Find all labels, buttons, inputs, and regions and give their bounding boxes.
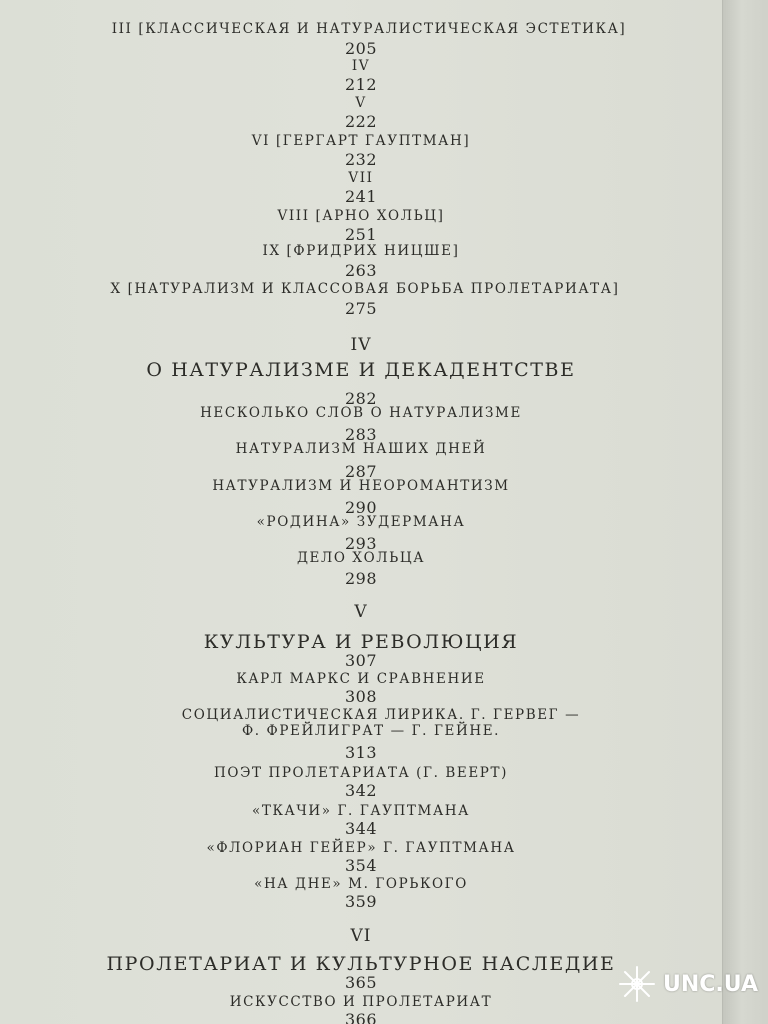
toc-entry: III [КЛАССИЧЕСКАЯ И НАТУРАЛИСТИЧЕСКАЯ ЭСТЕТИКА] <box>111 21 627 37</box>
toc-entry: VIII [АРНО ХОЛЬЦ] <box>277 208 445 224</box>
toc-page-number: 283 <box>344 425 378 444</box>
toc-page-number: 344 <box>344 819 378 838</box>
toc-entry: X [НАТУРАЛИЗМ И КЛАССОВАЯ БОРЬБА ПРОЛЕТАРИАТА] <box>110 281 620 297</box>
toc-page-number: 365 <box>344 973 378 992</box>
toc-entry: IX [ФРИДРИХ НИЦШЕ] <box>262 243 460 259</box>
toc-section-title: ПРОЛЕТАРИАТ И КУЛЬТУРНОЕ НАСЛЕДИЕ <box>106 953 616 975</box>
toc-entry: КАРЛ МАРКС И СРАВНЕНИЕ <box>236 671 486 687</box>
toc-page-number: 232 <box>344 150 378 169</box>
toc-entry: ИСКУССТВО И ПРОЛЕТАРИАТ <box>229 994 493 1010</box>
toc-page-number: 307 <box>344 651 378 670</box>
toc-page-number: 359 <box>344 892 378 911</box>
toc-page-number: 251 <box>344 225 378 244</box>
toc-part-numeral: IV <box>350 335 372 355</box>
toc-page-number: 282 <box>344 389 378 408</box>
toc-page-number: 342 <box>344 781 378 800</box>
toc-entry: НАТУРАЛИЗМ НАШИХ ДНЕЙ <box>235 441 487 457</box>
watermark <box>617 964 758 1004</box>
page-gutter <box>722 0 768 1024</box>
toc-page-number: 222 <box>344 112 378 131</box>
toc-page-number: 298 <box>344 569 378 588</box>
toc-entry: СОЦИАЛИСТИЧЕСКАЯ ЛИРИКА. Г. ГЕРВЕГ — <box>181 707 581 723</box>
toc-entry: ДЕЛО ХОЛЬЦА <box>296 550 426 566</box>
toc-entry: НАТУРАЛИЗМ И НЕОРОМАНТИЗМ <box>212 478 510 494</box>
toc-entry: ПОЭТ ПРОЛЕТАРИАТА (Г. ВЕЕРТ) <box>214 765 508 781</box>
toc-entry: НЕСКОЛЬКО СЛОВ О НАТУРАЛИЗМЕ <box>200 405 522 421</box>
toc-page-number: 290 <box>344 498 378 517</box>
toc-entry: Ф. ФРЕЙЛИГРАТ — Г. ГЕЙНЕ. <box>241 723 501 739</box>
watermark-text: UNC.UA <box>663 971 758 997</box>
toc-section-title: О НАТУРАЛИЗМЕ И ДЕКАДЕНТСТВЕ <box>146 359 576 381</box>
toc-entry: VI [ГЕРГАРТ ГАУПТМАН] <box>251 133 471 149</box>
toc-part-numeral: V <box>354 602 368 622</box>
toc-page-number: 263 <box>344 261 378 280</box>
toc-part-numeral: IV <box>351 58 371 74</box>
toc-page-number: 212 <box>344 75 378 94</box>
toc-entry: «НА ДНЕ» М. ГОРЬКОГО <box>254 876 468 892</box>
toc-page-number: 313 <box>344 743 378 762</box>
toc-page-number: 287 <box>344 462 378 481</box>
toc-page-number: 293 <box>344 534 378 553</box>
toc-page-number: 366 <box>344 1010 378 1024</box>
toc-page-number: 354 <box>344 856 378 875</box>
toc-part-numeral: VI <box>350 926 372 946</box>
toc-part-numeral: VII <box>348 170 374 186</box>
toc-page-number: 308 <box>344 687 378 706</box>
toc-entry: «РОДИНА» ЗУДЕРМАНА <box>256 514 466 530</box>
toc-part-numeral: V <box>355 95 367 111</box>
toc-entry: «ТКАЧИ» Г. ГАУПТМАНА <box>252 803 470 819</box>
toc-page-number: 241 <box>344 187 378 206</box>
toc-page-number: 205 <box>344 39 378 58</box>
toc-page-number: 275 <box>344 299 378 318</box>
toc-entry: «ФЛОРИАН ГЕЙЕР» Г. ГАУПТМАНА <box>206 840 516 856</box>
toc-section-title: КУЛЬТУРА И РЕВОЛЮЦИЯ <box>203 631 519 653</box>
snowflake-icon <box>617 964 657 1004</box>
